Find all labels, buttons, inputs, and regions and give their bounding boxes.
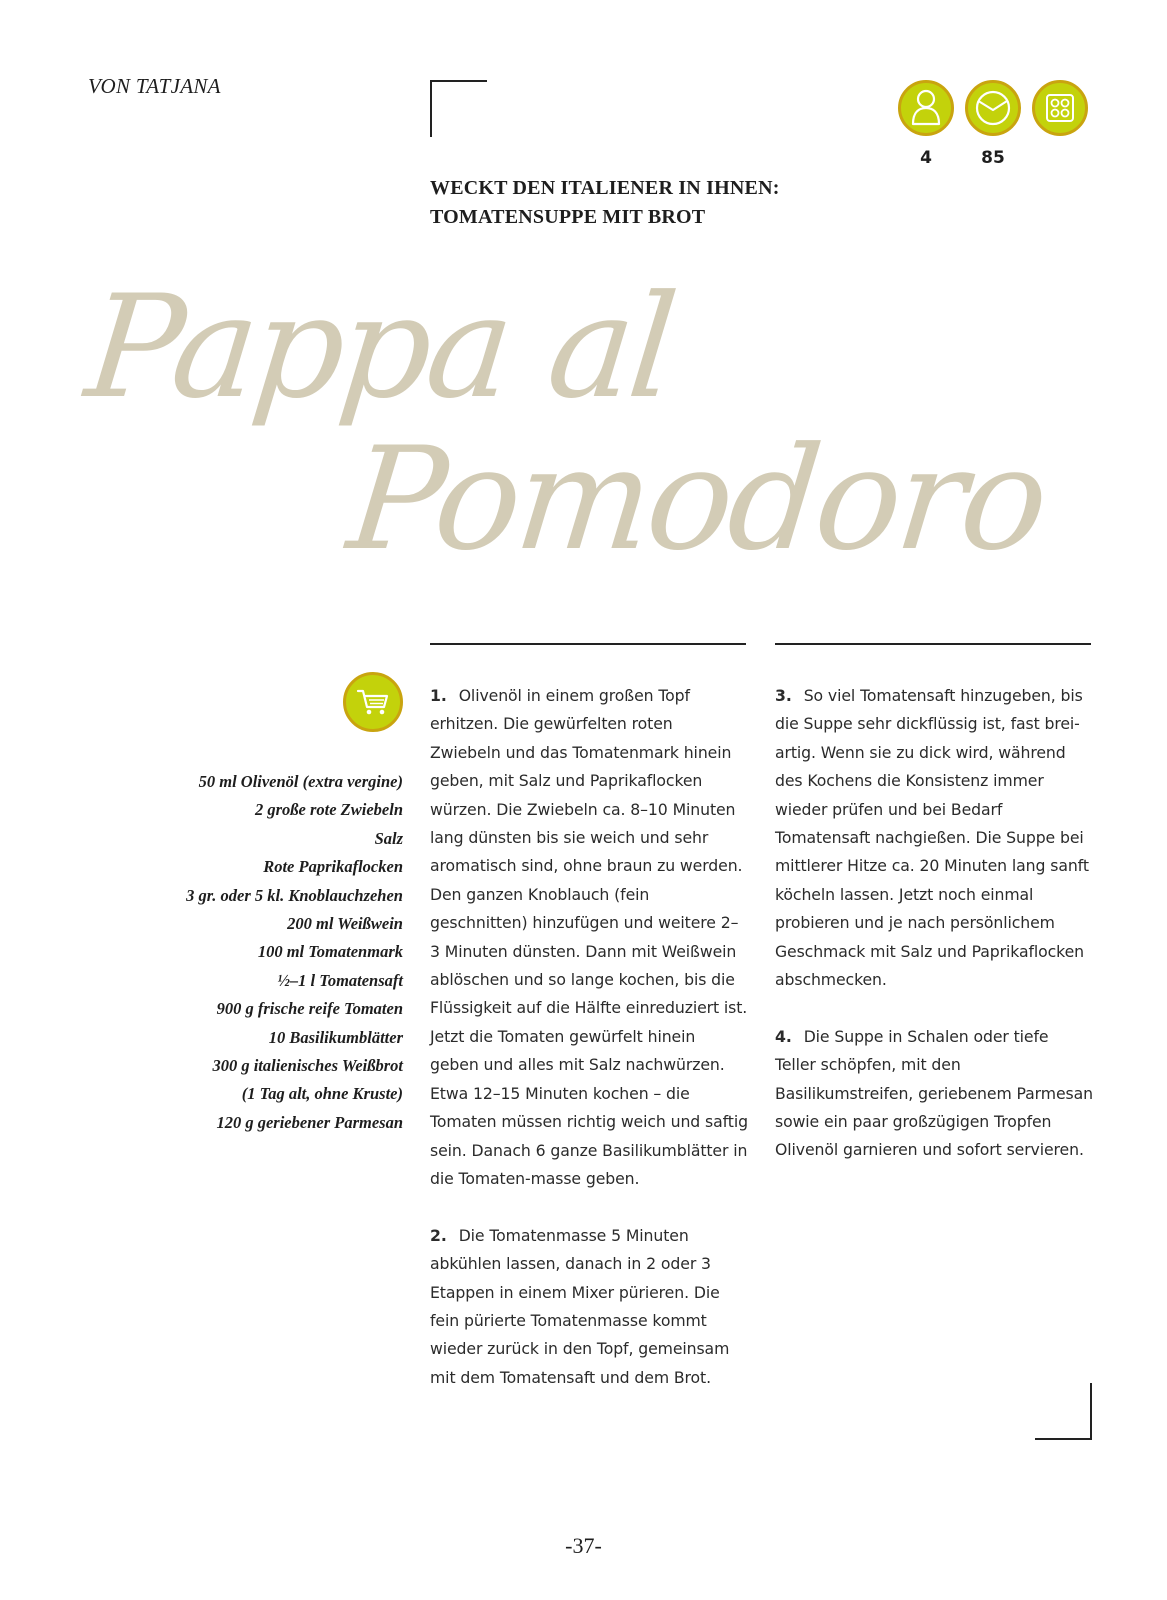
recipe-title-line-2: Pomodoro (341, 417, 1052, 582)
step-number: 2. (430, 1225, 447, 1245)
corner-decoration-bottom-right (1035, 1383, 1092, 1440)
step-2 (430, 1222, 748, 1392)
ingredient-item: 200 ml Weißwein (287, 914, 403, 934)
ingredient-item: 3 gr. oder 5 kl. Knoblauchzehen (186, 885, 403, 905)
step-number: 4. (775, 1026, 792, 1046)
recipe-subtitle (430, 174, 850, 232)
step-number: 3. (775, 686, 792, 705)
ingredient-item: 900 g frische reife Tomaten (216, 999, 403, 1019)
instructions-column-right (775, 682, 1093, 1193)
recipe-title-line-1: Pappa al (79, 265, 681, 430)
step-text: Olivenöl in einem großen Topf erhitzen. Die gewürfelten roten Zwiebeln und das Tomatenmark hinein geben, mit Salz und Paprikaflocken würzen. Die Zwiebeln ca. 8–10 Minuten lang dünsten bis sie weich und sehr aromatisch sind, ohne braun zu werden. Den ganzen Knoblauch (fein geschnitten) hinzufügen und weitere 2–3 Minuten dünsten. Dann mit Weißwein ablöschen und so lange kochen, bis die Flüssigkeit auf die Hälfte einreduziert ist. Jetzt die Tomaten gewürfelt hinein geben und alles mit Salz nachwürzen. Etwa 12–15 Minuten kochen – die Tomaten müssen richtig weich und saftig sein. Danach 6 ganze Basilikumblätter in die Tomaten-masse geben. (430, 686, 748, 1188)
page-number: -37- (565, 1533, 602, 1558)
clock-icon (965, 80, 1021, 136)
ingredient-item: 300 g italienisches Weißbrot (212, 1056, 403, 1076)
ingredient-item: 100 ml Tomatenmark (257, 942, 403, 962)
step-1 (430, 682, 748, 1193)
step-number: 1. (430, 686, 447, 705)
instructions-column-left (430, 682, 748, 1421)
corner-decoration-top-left (430, 80, 487, 137)
ingredient-item: 10 Basilikumblätter (268, 1027, 403, 1047)
ingredient-list (120, 768, 403, 1137)
step-text: Die Tomatenmasse 5 Minuten abkühlen lassen, danach in 2 oder 3 Etappen in einem Mixer pürieren. Die fein pürierte Tomatenmasse kommt wieder zurück in den Topf, gemeinsam mit dem Tomatensaft und dem Brot. (430, 1225, 730, 1387)
step-text: So viel Tomatensaft hinzugeben, bis die Suppe sehr dickflüssig ist, fast brei-artig. Wenn sie zu dick wird, während des Kochens die Konsistenz immer wieder prüfen und bei Bedarf Tomatensaft nachgießen. Die Suppe bei mittlerer Hitze ca. 20 Minuten lang sanft köcheln lassen. Jetzt noch einmal probieren und je nach persönlichem Geschmack mit Salz und Paprikaflocken abschmecken. (775, 686, 1089, 990)
person-icon (898, 80, 954, 136)
ingredient-item: Salz (374, 828, 403, 848)
step-text: Die Suppe in Schalen oder tiefe Teller schöpfen, mit den Basilikumstreifen, geriebenem Parmesan sowie ein paar großzügigen Tropfen Olivenöl garnieren und sofort servieren. (775, 1026, 1093, 1160)
author-byline: VON TATJANA (88, 74, 221, 98)
ingredient-item: ½–1 l Tomatensaft (277, 970, 403, 990)
subtitle-line-2: TOMATENSUPPE MIT BROT (430, 206, 706, 228)
column-divider-left (430, 643, 746, 645)
column-divider-right (775, 643, 1091, 645)
shopping-cart-icon (343, 672, 403, 732)
step-3 (775, 682, 1093, 994)
step-4 (775, 1023, 1093, 1165)
stove-icon (1032, 80, 1088, 136)
ingredient-item: 50 ml Olivenöl (extra vergine) (198, 772, 403, 791)
subtitle-line-1: WECKT DEN ITALIENER IN IHNEN: (430, 177, 780, 199)
ingredient-item: 2 große rote Zwiebeln (254, 800, 403, 820)
ingredient-item: (1 Tag alt, ohne Kruste) (241, 1084, 403, 1104)
servings-value: 4 (920, 148, 932, 168)
ingredient-item: Rote Paprikaflocken (263, 857, 403, 877)
time-value: 85 (981, 148, 1005, 168)
ingredient-item: 120 g geriebener Parmesan (216, 1112, 403, 1132)
